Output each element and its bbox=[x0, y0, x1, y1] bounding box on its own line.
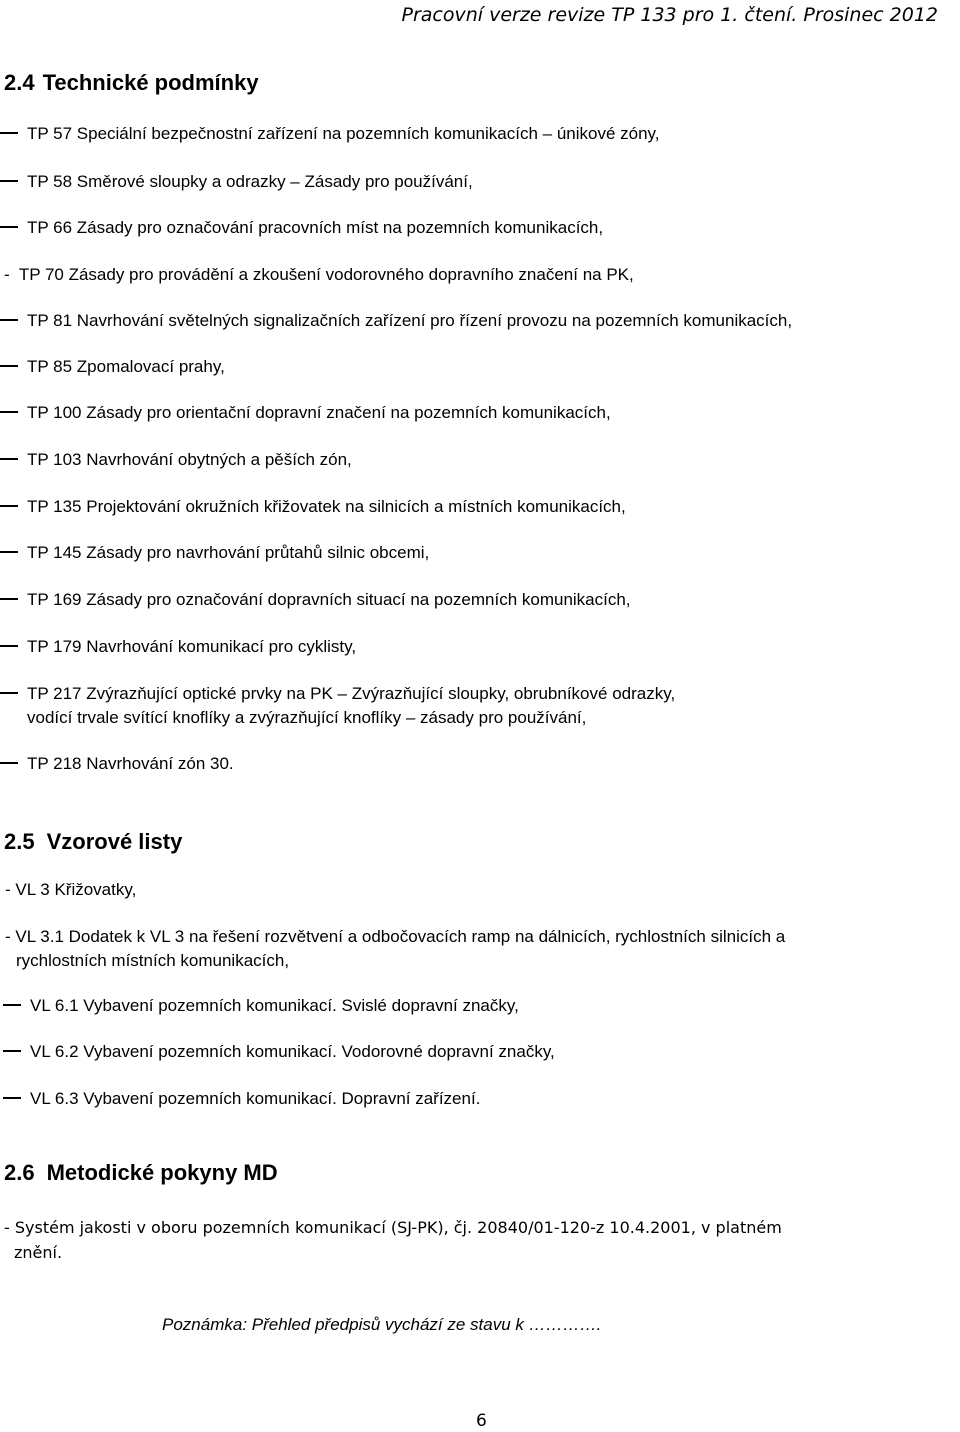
list-item: TP 179 Navrhování komunikací pro cyklisty, bbox=[0, 637, 356, 657]
hyphen-prefix: - bbox=[4, 265, 10, 284]
list-item: TP 81 Navrhování světelných signalizačních zařízení pro řízení provozu na pozemních komunikacích, bbox=[0, 311, 792, 331]
dash-icon bbox=[0, 551, 18, 553]
list-item: - VL 3 Křižovatky, bbox=[5, 880, 137, 899]
dash-icon bbox=[0, 692, 18, 694]
list-item: - Systém jakosti v oboru pozemních komunikací (SJ-PK), čj. 20840/01-120-z 10.4.2001, v platném bbox=[4, 1218, 782, 1237]
dash-icon bbox=[0, 365, 18, 367]
list-item: VL 6.2 Vybavení pozemních komunikací. Vodorovné dopravní značky, bbox=[3, 1042, 555, 1062]
section-number: 2.6 bbox=[4, 1160, 35, 1185]
section-2-4-heading bbox=[4, 70, 259, 96]
dash-icon bbox=[3, 1097, 21, 1099]
list-item: TP 169 Zásady pro označování dopravních situací na pozemních komunikacích, bbox=[0, 590, 631, 610]
section-title: Vzorové listy bbox=[46, 829, 183, 854]
section-title: Metodické pokyny MD bbox=[46, 1160, 278, 1185]
dash-icon bbox=[0, 180, 18, 182]
list-item: TP 135 Projektování okružních křižovatek na silnicích a místních komunikacích, bbox=[0, 497, 626, 517]
page-number: 6 bbox=[476, 1411, 487, 1431]
section-2-6-heading bbox=[4, 1160, 278, 1186]
dash-icon bbox=[0, 762, 18, 764]
list-item: VL 6.1 Vybavení pozemních komunikací. Svislé dopravní značky, bbox=[3, 996, 519, 1016]
dash-icon bbox=[0, 226, 18, 228]
dash-icon bbox=[3, 1004, 21, 1006]
list-item: - VL 3.1 Dodatek k VL 3 na řešení rozvětvení a odbočovacích ramp na dálnicích, rychlostních silnicích a bbox=[5, 927, 786, 946]
list-item-continuation: rychlostních místních komunikacích, bbox=[16, 951, 290, 970]
dash-icon bbox=[0, 645, 18, 647]
section-title: Technické podmínky bbox=[42, 70, 259, 95]
list-item: VL 6.3 Vybavení pozemních komunikací. Dopravní zařízení. bbox=[3, 1089, 480, 1109]
dash-icon bbox=[0, 458, 18, 460]
list-item-continuation: vodící trvale svítící knoflíky a zvýrazňující knoflíky – zásady pro používání, bbox=[27, 708, 587, 727]
list-item: TP 58 Směrové sloupky a odrazky – Zásady pro používání, bbox=[0, 172, 473, 192]
list-item: - TP 70 Zásady pro provádění a zkoušení vodorovného dopravního značení na PK, bbox=[4, 265, 634, 284]
list-item: TP 145 Zásady pro navrhování průtahů silnic obcemi, bbox=[0, 543, 429, 563]
list-item: TP 103 Navrhování obytných a pěších zón, bbox=[0, 450, 352, 470]
dash-icon bbox=[0, 598, 18, 600]
dash-icon bbox=[0, 319, 18, 321]
list-item: TP 57 Speciální bezpečnostní zařízení na pozemních komunikacích – únikové zóny, bbox=[0, 124, 660, 144]
list-item-continuation: znění. bbox=[14, 1243, 63, 1262]
header-note: Pracovní verze revize TP 133 pro 1. čtení. Prosinec 2012 bbox=[401, 4, 938, 26]
list-item: TP 66 Zásady pro označování pracovních míst na pozemních komunikacích, bbox=[0, 218, 603, 238]
dash-icon bbox=[3, 1050, 21, 1052]
list-item: TP 217 Zvýrazňující optické prvky na PK – Zvýrazňující sloupky, obrubníkové odrazky, bbox=[0, 684, 675, 704]
list-item: TP 218 Navrhování zón 30. bbox=[0, 754, 234, 774]
dash-icon bbox=[0, 411, 18, 413]
section-2-5-heading bbox=[4, 829, 182, 855]
section-number: 2.5 bbox=[4, 829, 35, 854]
dash-icon bbox=[0, 132, 18, 134]
note: Poznámka: Přehled předpisů vychází ze stavu k …………. bbox=[162, 1315, 602, 1334]
list-item: TP 85 Zpomalovací prahy, bbox=[0, 357, 225, 377]
list-item: TP 100 Zásady pro orientační dopravní značení na pozemních komunikacích, bbox=[0, 403, 611, 423]
dash-icon bbox=[0, 505, 18, 507]
section-number: 2.4 bbox=[4, 70, 35, 95]
